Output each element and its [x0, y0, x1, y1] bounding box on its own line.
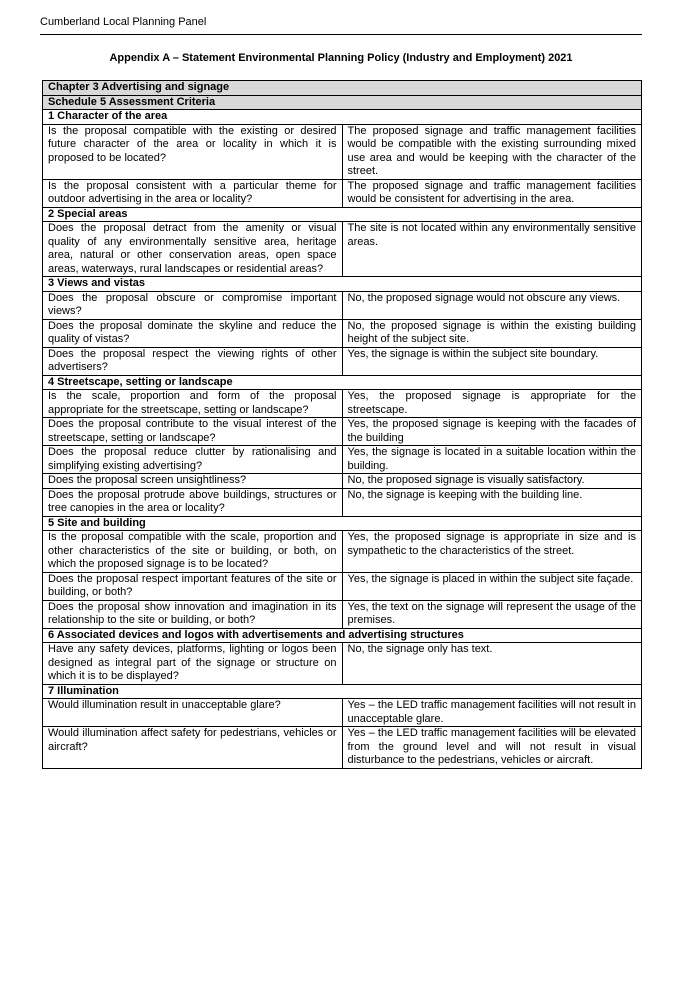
criteria-question: Does the proposal detract from the amenity or visual quality of any environmentally sensitive area, heritage area, natural or other conservation areas, open space areas, waterways, rural landscapes or residential areas? — [43, 222, 343, 277]
section-heading-row — [43, 207, 642, 222]
criteria-row — [43, 488, 642, 516]
assessment-criteria-table — [42, 80, 642, 769]
criteria-response: Yes, the proposed signage is appropriate for the streetscape. — [342, 390, 642, 418]
criteria-response: No, the signage is keeping with the building line. — [342, 488, 642, 516]
criteria-question: Does the proposal dominate the skyline and reduce the quality of vistas? — [43, 319, 343, 347]
criteria-response: The site is not located within any environmentally sensitive areas. — [342, 222, 642, 277]
chapter-heading: Chapter 3 Advertising and signage — [43, 81, 642, 96]
criteria-question: Is the proposal compatible with the scale, proportion and other characteristics of the site or building, or both, on which the proposed signage is to be located? — [43, 531, 343, 573]
criteria-row — [43, 699, 642, 727]
criteria-row — [43, 531, 642, 573]
criteria-question: Does the proposal contribute to the visual interest of the streetscape, setting or landscape? — [43, 418, 343, 446]
schedule-heading: Schedule 5 Assessment Criteria — [43, 95, 642, 110]
criteria-question: Is the proposal consistent with a particular theme for outdoor advertising in the area or locality? — [43, 179, 343, 207]
criteria-row — [43, 600, 642, 628]
section-heading-row — [43, 110, 642, 125]
criteria-row — [43, 222, 642, 277]
criteria-question: Is the proposal compatible with the existing or desired future character of the area or locality in which it is proposed to be located? — [43, 124, 343, 179]
criteria-row — [43, 727, 642, 769]
criteria-response: No, the proposed signage would not obscure any views. — [342, 291, 642, 319]
criteria-response: Yes, the proposed signage is appropriate in size and is sympathetic to the characteristics of the street. — [342, 531, 642, 573]
criteria-row — [43, 572, 642, 600]
criteria-response: No, the proposed signage is within the existing building height of the subject site. — [342, 319, 642, 347]
section-heading-row — [43, 277, 642, 292]
criteria-question: Does the proposal respect important features of the site or building, or both? — [43, 572, 343, 600]
criteria-response: Yes, the text on the signage will represent the usage of the premises. — [342, 600, 642, 628]
criteria-response: Yes, the signage is placed in within the subject site façade. — [342, 572, 642, 600]
criteria-response: Yes – the LED traffic management facilities will be elevated from the ground level and will not result in visual disturbance to the pedestrians, vehicles or aircraft. — [342, 727, 642, 769]
criteria-question: Does the proposal protrude above buildings, structures or tree canopies in the area or locality? — [43, 488, 343, 516]
section-heading: 4 Streetscape, setting or landscape — [43, 375, 642, 390]
criteria-question: Does the proposal respect the viewing rights of other advertisers? — [43, 347, 343, 375]
section-heading-row — [43, 375, 642, 390]
chapter-row — [43, 81, 642, 96]
criteria-response: Yes, the signage is within the subject site boundary. — [342, 347, 642, 375]
section-heading: 3 Views and vistas — [43, 277, 642, 292]
criteria-question: Does the proposal obscure or compromise important views? — [43, 291, 343, 319]
criteria-row — [43, 474, 642, 489]
criteria-row — [43, 319, 642, 347]
section-heading: 1 Character of the area — [43, 110, 642, 125]
section-heading: 5 Site and building — [43, 516, 642, 531]
section-heading-row — [43, 516, 642, 531]
criteria-row — [43, 446, 642, 474]
section-heading: 6 Associated devices and logos with advertisements and advertising structures — [43, 628, 642, 643]
criteria-question: Is the scale, proportion and form of the proposal appropriate for the streetscape, setting or landscape? — [43, 390, 343, 418]
criteria-row — [43, 291, 642, 319]
criteria-question: Would illumination result in unacceptable glare? — [43, 699, 343, 727]
schedule-row — [43, 95, 642, 110]
criteria-response: Yes, the proposed signage is keeping with the facades of the building — [342, 418, 642, 446]
criteria-response: Yes, the signage is located in a suitable location within the building. — [342, 446, 642, 474]
criteria-question: Have any safety devices, platforms, lighting or logos been designed as integral part of the signage or structure on which it is to be displayed? — [43, 643, 343, 685]
criteria-row — [43, 347, 642, 375]
page-header: Cumberland Local Planning Panel — [40, 16, 642, 35]
section-heading-row — [43, 628, 642, 643]
criteria-row — [43, 124, 642, 179]
criteria-row — [43, 418, 642, 446]
criteria-question: Does the proposal screen unsightliness? — [43, 474, 343, 489]
criteria-response: No, the signage only has text. — [342, 643, 642, 685]
criteria-row — [43, 643, 642, 685]
criteria-question: Does the proposal reduce clutter by rationalising and simplifying existing advertising? — [43, 446, 343, 474]
criteria-question: Does the proposal show innovation and imagination in its relationship to the site or building, or both? — [43, 600, 343, 628]
section-heading: 7 Illumination — [43, 684, 642, 699]
criteria-response: Yes – the LED traffic management facilities will not result in unacceptable glare. — [342, 699, 642, 727]
criteria-question: Would illumination affect safety for pedestrians, vehicles or aircraft? — [43, 727, 343, 769]
criteria-row — [43, 390, 642, 418]
criteria-response: The proposed signage and traffic management facilities would be consistent for advertising in the area. — [342, 179, 642, 207]
section-heading-row — [43, 684, 642, 699]
criteria-response: No, the proposed signage is visually satisfactory. — [342, 474, 642, 489]
criteria-response: The proposed signage and traffic management facilities would be compatible with the existing surrounding mixed use area and would be keeping with the character of the street. — [342, 124, 642, 179]
document-title: Appendix A – Statement Environmental Planning Policy (Industry and Employment) 2021 — [109, 52, 573, 64]
criteria-row — [43, 179, 642, 207]
section-heading: 2 Special areas — [43, 207, 642, 222]
